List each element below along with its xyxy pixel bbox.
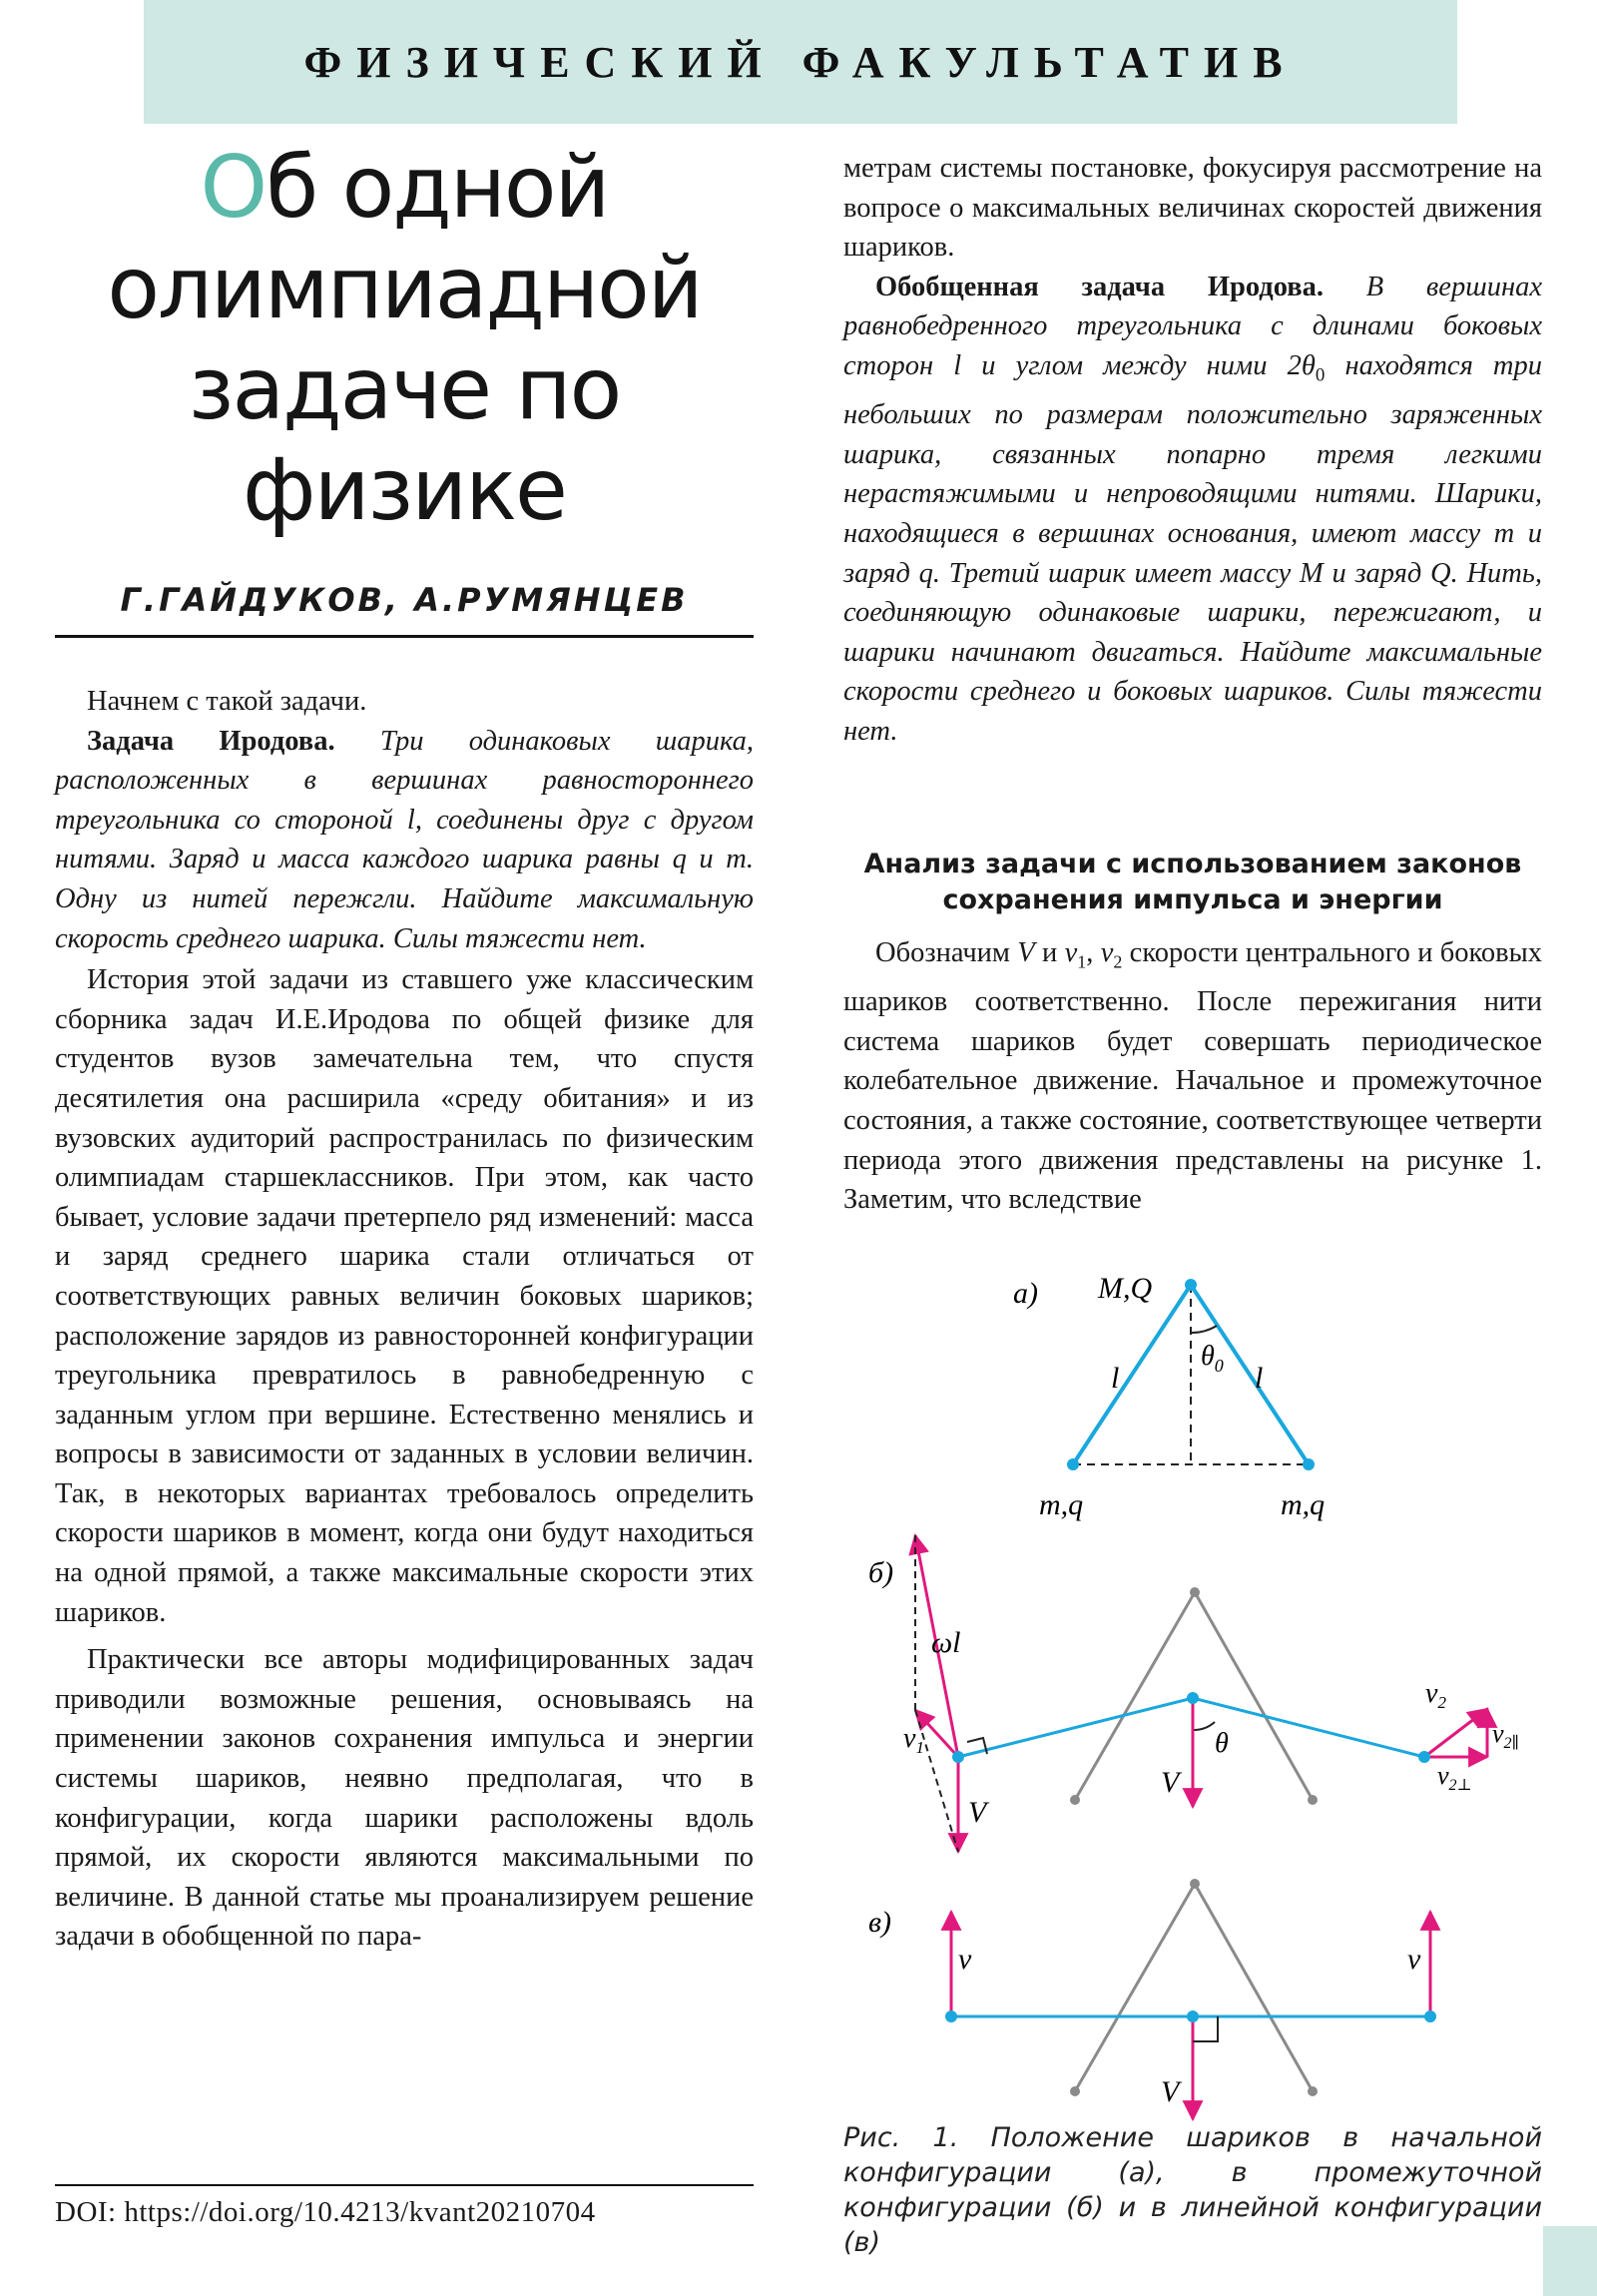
p3-text: скорости центрального и боковых шариков соответственно. После пережигания нити система шариков будет совершать периодическое колебательное движение. Начальное и промежуточное состояния, а также состояние, соответствующее четверти периода этого движения представлены на рисунке 1. Заметим, что вследствие: [843, 937, 1543, 1216]
figure-caption: Рис. 1. Положение шариков в начальной конфигурации (а), в промежуточной конфигурации (б) и в линейной конфигурации (в): [843, 2122, 1542, 2258]
ball-left-a: [1067, 1458, 1079, 1470]
label-theta0: $\theta_0$: [1201, 1341, 1224, 1376]
label-v1: $v_1$: [903, 1723, 924, 1757]
right-para-1: метрам системы постановке, фокусируя рассмотрение на вопросе о максимальных величинах скоростей движения шариков.: [843, 153, 1542, 264]
left-para-3: История этой задачи из ставшего уже классическим сборника задач И.Е.Иродова по общей физике для студентов вузов замечательна тем, что спустя десятилетия она расширила «среду обитания» и из вузовских аудиторий распространилась по физическим олимпиадам старшеклассников. При этом, как часто бывает, условие задачи претерпело ряд изменений: масса и заряд среднего шарика стали отличаться от соответствующих равных величин боковых шариков; расположение зарядов из равносторонней конфигурации треугольника превратилось в равнобедренную с заданным углом при вершине. Естественно менялись и вопросы в зависимости от заданных в условии величин. Так, в некоторых вариантах требовалось определить скорости шариков в момент, когда они будут находиться на одной прямой, а также максимальные скорости этих шариков.: [55, 964, 754, 1628]
title-line-4: физике: [243, 440, 566, 540]
vector-v1: v: [1064, 937, 1078, 968]
rod-end-left-c: [1070, 2086, 1080, 2096]
section-heading-line-1: Анализ задачи с использованием законов: [863, 849, 1522, 879]
ball-mid-b: [1187, 1692, 1199, 1704]
label-l-left: l: [1111, 1362, 1120, 1395]
doi-text: DOI: https://doi.org/10.4213/kvant20210704: [55, 2196, 596, 2228]
generalized-problem-text-a: В вершинах равнобедренного треугольника с длинами боковых сторон l и углом между ними 2θ: [843, 271, 1543, 381]
label-V-bottom: V: [1161, 2075, 1180, 2108]
ball-top-a: [1185, 1279, 1197, 1291]
label-v-left: v: [958, 1943, 972, 1976]
ball-right-a: [1303, 1458, 1315, 1470]
label-v-right: v: [1407, 1943, 1421, 1976]
left-para-1: Начнем с такой задачи.: [87, 686, 367, 717]
label-l-right: l: [1255, 1362, 1264, 1395]
right-column-lower: [843, 933, 1542, 1220]
figure-b: [868, 1535, 1519, 1852]
label-MQ: M,Q: [1098, 1272, 1153, 1305]
label-mq-left: m,q: [1039, 1488, 1084, 1521]
ball-left-b: [952, 1751, 964, 1763]
rod-end-right-c: [1308, 2086, 1318, 2096]
p3-and: и: [1042, 937, 1058, 968]
right-para-3: [843, 933, 1542, 1220]
doi-rule: [55, 2184, 754, 2186]
rod-end-left-b: [1070, 1795, 1080, 1805]
irodov-problem-text: Три одинаковых шарика, расположенных в вершинах равностороннего треугольника со стороной l, соединены друг с другом нитями. Заряд и масса каждого шарика равны q и m. Одну из нитей пережгли. Найдите максимальную скорость среднего шарика. Силы тяжести нет.: [55, 725, 755, 954]
authors-rule: [55, 635, 754, 638]
label-a: а): [1013, 1277, 1038, 1310]
title-accent-letter: О: [200, 138, 266, 238]
angle-arc-b: [1193, 1722, 1215, 1730]
section-heading-line-2: сохранения импульса и энергии: [942, 884, 1443, 915]
section-heading: [843, 847, 1542, 918]
v2-arrow: [1424, 1709, 1487, 1757]
label-V-left: V: [968, 1796, 987, 1829]
ball-left-c: [945, 2010, 957, 2022]
title-line-3: задаче по: [188, 339, 621, 439]
figure-1: [843, 1263, 1542, 2121]
label-theta: θ: [1215, 1728, 1229, 1759]
section-header-band: [144, 0, 1457, 124]
label-v2par: $v_{2\parallel}$: [1492, 1719, 1519, 1752]
label-mq-right: m,q: [1281, 1488, 1326, 1521]
vector-v2: v: [1100, 937, 1114, 968]
left-para-4: Практически все авторы модифицированных задач приводили возможные решения, основываясь на применении законов сохранения импульса и энергии системы шариков, неявно предполагая, что в конфигурации, когда шарики расположены вдоль прямой, их скорости являются максимальными по величине. В данной статье мы проанализируем решение задачи в обобщенной по пара-: [55, 1644, 754, 1953]
ball-mid-c: [1187, 2010, 1199, 2022]
rod-end-top-c: [1190, 1879, 1200, 1889]
right-para-2: [843, 268, 1542, 752]
article-title: [55, 138, 754, 541]
generalized-problem-label: Обобщенная задача Иродова.: [875, 271, 1324, 302]
article-authors: Г.ГАЙДУКОВ, А.РУМЯНЦЕВ: [120, 581, 689, 619]
angle-arc-a: [1191, 1326, 1217, 1333]
v2-sub: 2: [1113, 951, 1123, 972]
left-column: [55, 682, 754, 1957]
figure-a: [1013, 1272, 1325, 1521]
left-para-2: [55, 722, 754, 959]
ball-right-b: [1418, 1751, 1430, 1763]
label-v2perp: $v_{2\perp}$: [1437, 1761, 1472, 1794]
irodov-problem-label: Задача Иродова.: [87, 725, 335, 757]
rod-end-top-b: [1190, 1587, 1200, 1597]
right-column: [843, 149, 1542, 752]
label-b: б): [868, 1556, 894, 1589]
label-V-mid: V: [1161, 1766, 1180, 1799]
generalized-problem-text-b: находятся три небольших по размерам положительно заряженных шарика, связанных попарно тремя легкими нерастяжимыми и непроводящими нитями. Шарики, находящиеся в вершинах основания, имеют массу m и заряд q. Третий шарик имеет массу M и заряд Q. Нить, соединяющую одинаковые шарики, пережигают, и шарики начинают двигаться. Найдите максимальные скорости среднего и боковых шариков. Силы тяжести нет.: [843, 349, 1543, 747]
page-edge-strip: [1543, 2226, 1597, 2296]
label-v2: $v_2$: [1425, 1678, 1446, 1712]
rod-end-right-b: [1308, 1795, 1318, 1805]
ball-right-c: [1424, 2010, 1436, 2022]
title-line-2: олимпиадной: [107, 239, 702, 338]
figure-c: [868, 1879, 1436, 2119]
section-title: ФИЗИЧЕСКИЙ ФАКУЛЬТАТИВ: [303, 37, 1298, 87]
vector-V: V: [1017, 937, 1035, 968]
title-line-1: б одной: [266, 138, 609, 238]
p3-comma: ,: [1086, 937, 1094, 968]
label-v-fig: в): [868, 1906, 892, 1939]
p3-intro: Обозначим: [875, 937, 1010, 968]
theta0-subscript: 0: [1315, 364, 1326, 386]
label-omega-l: ωl: [931, 1626, 961, 1659]
v1-sub: 1: [1077, 951, 1087, 972]
